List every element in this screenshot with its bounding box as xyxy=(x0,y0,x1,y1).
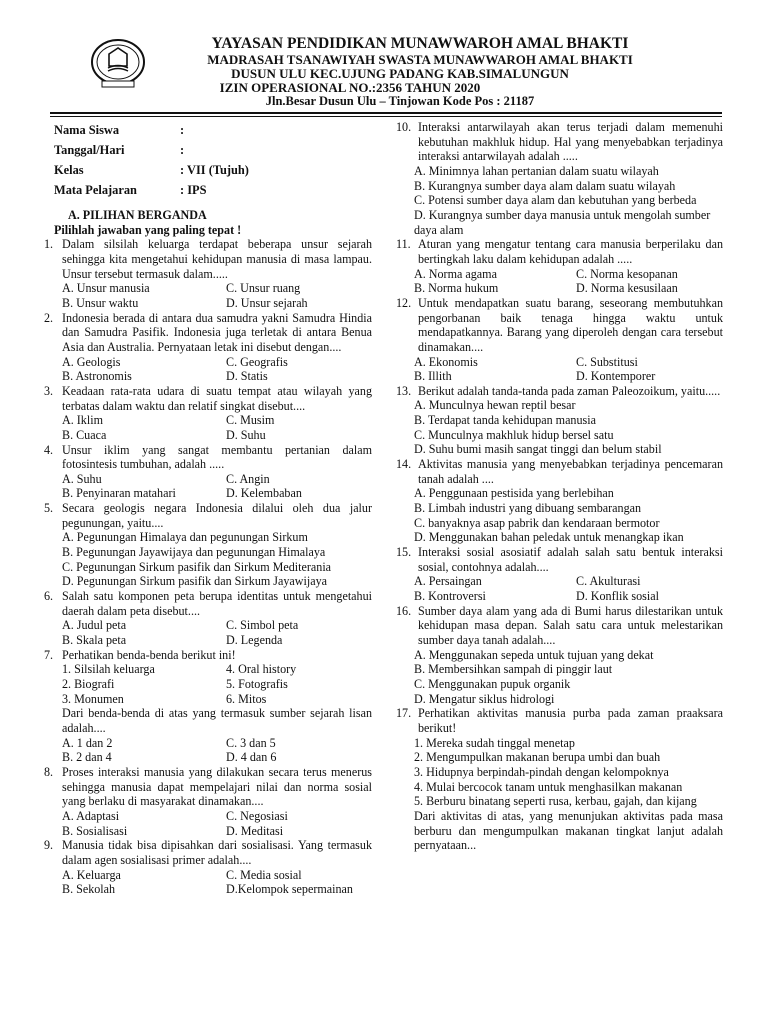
question-item xyxy=(44,443,372,502)
answer-option: D. Kelembaban xyxy=(226,486,302,501)
identity-row xyxy=(44,120,372,140)
answer-options xyxy=(396,355,723,384)
question-item xyxy=(44,648,372,765)
identity-label: Tanggal/Hari xyxy=(54,143,125,157)
answer-option: 2. Mengumpulkan makanan berupa umbi dan buah xyxy=(414,750,661,765)
answer-option: D. Konflik sosial xyxy=(576,589,659,603)
answer-option: C. Simbol peta xyxy=(226,618,299,633)
question-text: Untuk mendapatkan suatu barang, seseorang membutuhkan pengorbanan baik tenaga hingga waktu untuk mendapatkannya. Barang yang diperoleh dengan cara tersebut dinamakan.... xyxy=(418,295,723,354)
student-identity xyxy=(44,120,372,200)
question-item xyxy=(44,237,372,310)
question-number: 13. xyxy=(396,383,412,398)
answer-option: B. Cuaca xyxy=(62,427,107,442)
question-stem xyxy=(396,237,723,266)
question-followup: Dari aktivitas di atas, yang menunjukan aktivitas pada masa berburu dan mengumpulkan makanan tingkat lanjut adalah pernyataan... xyxy=(414,808,723,853)
answer-option: B. Membersihkan sampah di pinggir laut xyxy=(414,662,613,677)
question-item xyxy=(396,120,723,237)
question-list-left xyxy=(44,237,372,897)
list-item: 3. Monumen xyxy=(62,691,124,706)
answer-option: A. Adaptasi xyxy=(62,808,120,823)
question-number: 9. xyxy=(44,838,54,853)
answer-option: C. Angin xyxy=(226,471,270,486)
question-stem xyxy=(396,384,723,399)
question-stem xyxy=(396,457,723,486)
answer-options xyxy=(44,355,372,384)
question-item xyxy=(396,545,723,604)
answer-option: D. Menggunakan bahan peledak untuk menangkap ikan xyxy=(414,530,684,545)
question-text: Indonesia berada di antara dua samudra yakni Samudra Hindia dan Samudra Pasifik. Indonesia juga terletak di antara Benua Asia dan Australia. Pernyataan letak ini disebut dengan.... xyxy=(62,310,372,354)
answer-option: B. Pegunungan Jayawijaya dan pegunungan Himalaya xyxy=(62,545,326,560)
answer-option: A. Unsur manusia xyxy=(62,281,150,296)
question-number: 14. xyxy=(396,457,412,472)
question-number: 6. xyxy=(44,589,54,604)
identity-row xyxy=(44,180,372,200)
list-item: 4. Oral history xyxy=(226,662,297,677)
answer-option: A. 1 dan 2 xyxy=(62,735,113,750)
answer-option: A. Geologis xyxy=(62,354,121,369)
answer-option: A. Minimnya lahan pertanian dalam suatu wilayah xyxy=(414,163,659,178)
question-text: Manusia tidak bisa dipisahkan dari sosialisasi. Yang termasuk dalam agen sosialisasi primer adalah.... xyxy=(62,838,372,867)
answer-option: C. Akulturasi xyxy=(576,574,641,589)
answer-option: 1. Mereka sudah tinggal menetap xyxy=(414,735,575,750)
answer-option: C. Pegunungan Sirkum pasifik dan Sirkum Mediterania xyxy=(62,559,332,574)
section-instruction: Pilihlah jawaban yang paling tepat ! xyxy=(54,222,242,237)
question-item xyxy=(396,296,723,384)
identity-label: Mata Pelajaran xyxy=(54,183,137,197)
question-text: Unsur iklim yang sangat membantu pertanian dalam fotosintesis tumbuhan, adalah ..... xyxy=(62,442,372,472)
question-item xyxy=(44,765,372,838)
answer-option: C. Musim xyxy=(226,413,275,428)
answer-option: D. Unsur sejarah xyxy=(226,295,308,310)
answer-option: B. Sekolah xyxy=(62,882,116,897)
question-list-right xyxy=(396,120,723,853)
answer-option: C. banyaknya asap pabrik dan kendaraan bermotor xyxy=(414,515,660,530)
list-item: 1. Silsilah keluarga xyxy=(62,662,155,677)
answer-options xyxy=(44,809,372,838)
identity-value: : xyxy=(180,123,185,137)
question-number: 17. xyxy=(396,706,412,721)
answer-option: B. Norma hukum xyxy=(414,281,499,296)
question-stem xyxy=(44,443,372,472)
answer-option: D. Pegunungan Sirkum pasifik dan Sirkum Jayawijaya xyxy=(62,574,328,589)
foundation-name: YAYASAN PENDIDIKAN MUNAWWAROH AMAL BHAKTI xyxy=(211,35,629,52)
header-divider xyxy=(50,112,722,114)
answer-option: D. Legenda xyxy=(226,633,283,648)
answer-option: B. 2 dan 4 xyxy=(62,750,112,765)
identity-value: : IPS xyxy=(180,183,207,197)
question-number: 1. xyxy=(44,237,54,252)
answer-option: A. Norma agama xyxy=(414,266,497,281)
question-stem xyxy=(44,237,372,281)
question-stem xyxy=(44,648,372,663)
question-text: Interaksi sosial asosiatif adalah salah satu bentuk interaksi sosial, contohnya adalah.... xyxy=(418,545,723,574)
question-text: Proses interaksi manusia yang dilakukan secara terus menerus sehingga manusia dapat mempelajari nilai dan norma sosial yang berlaku di masyarakat dinamakan.... xyxy=(62,764,372,809)
question-stem xyxy=(44,765,372,809)
answer-option: C. Substitusi xyxy=(576,354,638,369)
school-address: DUSUN ULU KEC.UJUNG PADANG KAB.SIMALUNGUN xyxy=(231,66,569,81)
question-number: 11. xyxy=(396,237,411,252)
question-text: Dalam silsilah keluarga terdapat beberapa unsur sejarah sehingga kita mengetahui kehidupan manusia di masa lampau. Unsur tersebut termasuk dalam..... xyxy=(62,237,372,281)
answer-option: A. Judul peta xyxy=(62,618,127,633)
operational-permit: IZIN OPERASIONAL NO.:2356 TAHUN 2020 xyxy=(219,80,481,95)
answer-option: D. Mengatur siklus hidrologi xyxy=(414,691,555,706)
question-stem xyxy=(44,838,372,867)
question-stem xyxy=(396,545,723,574)
answer-option: A. Persaingan xyxy=(414,574,482,589)
identity-label: Kelas xyxy=(54,163,84,177)
question-item xyxy=(396,457,723,545)
identity-value: : VII (Tujuh) xyxy=(180,163,249,177)
identity-row xyxy=(44,140,372,160)
answer-options xyxy=(44,472,372,501)
list-item: 2. Biografi xyxy=(62,677,115,691)
answer-option: B. Kontroversi xyxy=(414,589,486,603)
question-number: 10. xyxy=(396,120,412,134)
answer-option: B. Skala peta xyxy=(62,633,127,648)
answer-option: A. Menggunakan sepeda untuk tujuan yang dekat xyxy=(414,647,654,662)
question-stem xyxy=(44,501,372,530)
answer-option: A. Penggunaan pestisida yang berlebihan xyxy=(414,486,614,501)
question-followup: Dari benda-benda di atas yang termasuk sumber sejarah lisan adalah.... xyxy=(62,706,372,735)
question-item xyxy=(396,604,723,707)
question-stem xyxy=(396,120,723,164)
question-text: Salah satu komponen peta berupa identitas untuk mengetahui daerah dalam peta disebut.... xyxy=(62,589,372,618)
answer-option: D. 4 dan 6 xyxy=(226,750,277,765)
answer-option: B. Kurangnya sumber daya alam dalam suatu wilayah xyxy=(414,178,676,193)
question-text: Sumber daya alam yang ada di Bumi harus dilestarikan untuk kehidupan masa depan. Salah satu cara untuk melestarikan sumber daya tanah adalah.... xyxy=(418,603,723,647)
question-stem xyxy=(44,589,372,618)
question-number: 15. xyxy=(396,545,412,560)
list-item: 6. Mitos xyxy=(226,691,267,706)
street-address: Jln.Besar Dusun Ulu – Tinjowan Kode Pos : 21187 xyxy=(265,94,535,108)
question-stem xyxy=(44,311,372,355)
answer-option: B. Illith xyxy=(414,369,452,384)
question-item xyxy=(396,384,723,457)
question-number: 12. xyxy=(396,295,412,310)
question-item xyxy=(44,838,372,897)
question-text: Aktivitas manusia yang menyebabkan terjadinya pencemaran tanah adalah .... xyxy=(418,457,723,486)
answer-option: D. Kontemporer xyxy=(576,369,656,384)
answer-option: B. Limbah industri yang dibuang sembarangan xyxy=(414,501,642,516)
list-item: 5. Fotografis xyxy=(226,677,288,691)
answer-option: A. Munculnya hewan reptil besar xyxy=(414,398,576,413)
answer-option: C. Norma kesopanan xyxy=(576,266,678,281)
question-text: Keadaan rata-rata udara di suatu tempat atau wilayah yang terbatas dalam waktu dan relatif singkat disebut.... xyxy=(62,383,372,413)
answer-option: 3. Hidupnya berpindah-pindah dengan kelompoknya xyxy=(414,764,669,779)
question-text: Interaksi antarwilayah akan terus terjadi dalam memenuhi kebutuhan makhluk hidup. Hal yang menyebabkan terjadinya interaksi antarwilayah adalah ..... xyxy=(418,120,723,164)
question-number: 3. xyxy=(44,383,54,398)
question-number: 2. xyxy=(44,310,54,325)
answer-option: B. Penyinaran matahari xyxy=(62,486,176,501)
answer-option: 4. Mulai bercocok tanam untuk menghasilkan makanan xyxy=(414,779,683,794)
answer-option: D. Statis xyxy=(226,369,268,384)
answer-option: D. Suhu bumi masih sangat tinggi dan belum stabil xyxy=(414,442,662,457)
school-name: MADRASAH TSANAWIYAH SWASTA MUNAWWAROH AMAL BHAKTI xyxy=(207,52,633,67)
answer-options xyxy=(44,413,372,442)
answer-option: D. Suhu xyxy=(226,427,266,442)
answer-option: C. Menggunakan pupuk organik xyxy=(414,676,571,691)
answer-options xyxy=(396,574,723,603)
question-text: Aturan yang mengatur tentang cara manusia berperilaku dan bertingkah laku dalam kehidupan adalah ..... xyxy=(418,237,723,266)
identity-label: Nama Siswa xyxy=(54,123,120,137)
answer-option: B. Astronomis xyxy=(62,369,132,384)
question-text: Berikut adalah tanda-tanda pada zaman Paleozoikum, yaitu..... xyxy=(418,383,721,398)
answer-option: B. Sosialisasi xyxy=(62,823,128,838)
question-text: Secara geologis negara Indonesia dilalui oleh dua jalur pegunungan, yaitu.... xyxy=(62,501,372,530)
left-column xyxy=(44,120,372,897)
answer-option: C. Munculnya makhluk hidup bersel satu xyxy=(414,427,614,442)
question-stem xyxy=(396,604,723,648)
identity-value: : xyxy=(180,143,185,157)
answer-option: A. Iklim xyxy=(62,413,103,428)
section-title: A. PILIHAN BERGANDA xyxy=(68,208,207,222)
question-number: 8. xyxy=(44,764,54,779)
question-text: Perhatikan benda-benda berikut ini! xyxy=(62,647,236,662)
answer-option: C. 3 dan 5 xyxy=(226,735,276,750)
question-item xyxy=(44,311,372,384)
answer-option: C. Unsur ruang xyxy=(226,281,301,296)
answer-option: D. Norma kesusilaan xyxy=(576,281,678,296)
answer-option: 5. Berburu binatang seperti rusa, kerbau, gajah, dan kijang xyxy=(414,794,697,809)
answer-option: A. Pegunungan Himalaya dan pegunungan Sirkum xyxy=(62,530,308,545)
item-list xyxy=(44,662,372,706)
question-number: 7. xyxy=(44,647,54,662)
question-item xyxy=(44,589,372,648)
question-stem xyxy=(396,296,723,355)
question-number: 5. xyxy=(44,501,54,516)
question-stem xyxy=(44,384,372,413)
answer-option: D. Meditasi xyxy=(226,823,284,838)
header-divider-thin xyxy=(50,116,722,117)
identity-row xyxy=(44,160,372,180)
answer-option: D. Kurangnya sumber daya manusia untuk mengolah sumber daya alam xyxy=(414,207,711,237)
answer-options xyxy=(396,267,723,296)
answer-option: C. Negosiasi xyxy=(226,808,288,823)
answer-options xyxy=(44,868,372,897)
answer-option: A. Ekonomis xyxy=(414,354,478,369)
question-text: Perhatikan aktivitas manusia purba pada zaman praaksara berikut! xyxy=(418,706,723,735)
answer-option: A. Keluarga xyxy=(62,867,121,882)
answer-option: B. Unsur waktu xyxy=(62,295,139,310)
answer-option: C. Geografis xyxy=(226,354,288,369)
question-stem xyxy=(396,706,723,735)
question-item xyxy=(44,384,372,443)
answer-options xyxy=(44,281,372,310)
school-logo-icon xyxy=(88,36,148,92)
question-number: 4. xyxy=(44,442,54,457)
answer-options xyxy=(44,736,372,765)
question-number: 16. xyxy=(396,603,412,618)
question-item xyxy=(396,237,723,296)
question-item xyxy=(396,706,723,853)
answer-option: C. Media sosial xyxy=(226,867,302,882)
answer-option: D.Kelompok sepermainan xyxy=(226,882,353,897)
answer-option: A. Suhu xyxy=(62,471,102,486)
answer-options xyxy=(44,618,372,647)
answer-option: C. Potensi sumber daya alam dan kebutuhan yang berbeda xyxy=(414,193,697,208)
question-item xyxy=(44,501,372,589)
right-column xyxy=(396,120,723,853)
answer-option: B. Terdapat tanda kehidupan manusia xyxy=(414,413,596,428)
